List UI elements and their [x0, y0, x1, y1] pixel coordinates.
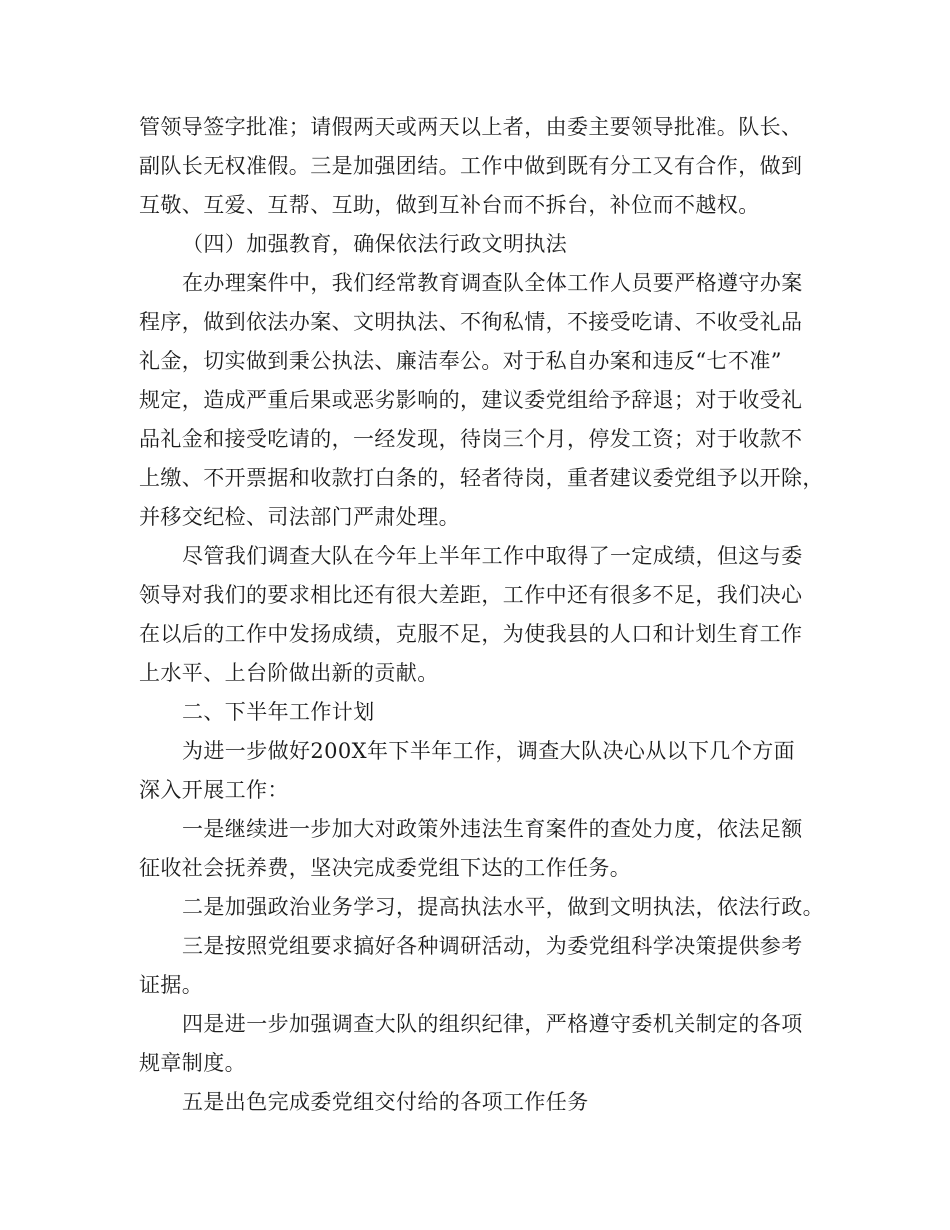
- text-line: 领导对我们的要求相比还有很大差距，工作中还有很多不足，我们决心: [139, 583, 803, 607]
- text-line: 规定，造成严重后果或恶劣影响的，建议委党组给予辞退；对于收受礼: [139, 388, 803, 412]
- text-line: 证据。: [139, 973, 204, 997]
- plan-item: 二是加强政治业务学习，提高执法水平，做到文明执法，依法行政。: [182, 895, 824, 919]
- text-line: 礼金，切实做到秉公执法、廉洁奉公。对于私自办案和违反“七不准”: [139, 349, 782, 373]
- plan-item: 四是进一步加强调查大队的组织纪律，严格遵守委机关制定的各项: [182, 1012, 803, 1036]
- text-line: 品礼金和接受吃请的，一经发现，待岗三个月，停发工资；对于收款不: [139, 427, 803, 451]
- text-line: 管领导签字批准；请假两天或两天以上者，由委主要领导批准。队长、: [139, 115, 803, 139]
- section-heading: 二、下半年工作计划: [182, 700, 375, 724]
- text-line: 程序，做到依法办案、文明执法、不徇私情，不接受吃请、不收受礼品: [139, 310, 803, 334]
- text-line: 征收社会抚养费，坚决完成委党组下达的工作任务。: [139, 856, 632, 880]
- text-line: 深入开展工作：: [139, 778, 289, 802]
- text-line: 规章制度。: [139, 1051, 246, 1075]
- text-line: 副队长无权准假。三是加强团结。工作中做到既有分工又有合作，做到: [139, 154, 803, 178]
- text-line: 在以后的工作中发扬成绩，克服不足，为使我县的人口和计划生育工作: [139, 622, 803, 646]
- text-line: 上缴、不开票据和收款打白条的，轻者待岗，重者建议委党组予以开除，: [139, 466, 824, 490]
- text-line: 上水平、上台阶做出新的贡献。: [139, 661, 439, 685]
- paragraph-start: 尽管我们调查大队在今年上半年工作中取得了一定成绩，但这与委: [182, 544, 803, 568]
- section-heading: （四）加强教育，确保依法行政文明执法: [182, 232, 568, 256]
- text-line: 互敬、互爱、互帮、互助，做到互补台而不拆台，补位而不越权。: [139, 193, 760, 217]
- plan-item: 三是按照党组要求搞好各种调研活动，为委党组科学决策提供参考: [182, 934, 803, 958]
- document-body: [139, 108, 829, 1122]
- paragraph-start: 在办理案件中，我们经常教育调查队全体工作人员要严格遵守办案: [182, 271, 803, 295]
- paragraph-start: 为进一步做好200X年下半年工作，调查大队决心从以下几个方面: [182, 739, 796, 763]
- text-line: 并移交纪检、司法部门严肃处理。: [139, 505, 460, 529]
- plan-item: 一是继续进一步加大对政策外违法生育案件的查处力度，依法足额: [182, 817, 803, 841]
- plan-item: 五是出色完成委党组交付给的各项工作任务: [182, 1090, 589, 1114]
